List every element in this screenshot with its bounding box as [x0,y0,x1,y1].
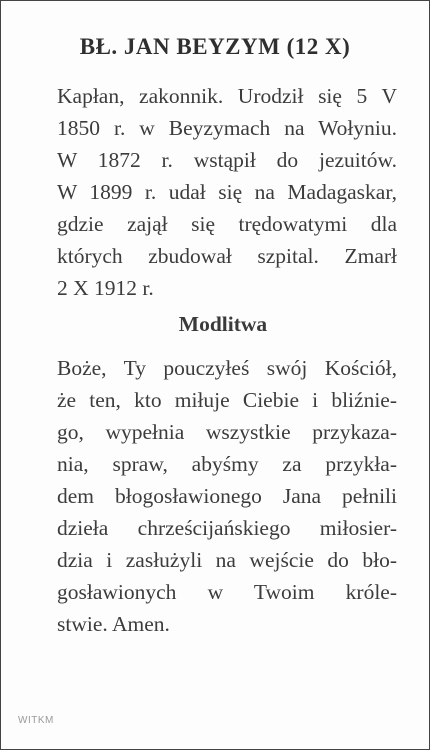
prayer-line: Boże, Ty pouczyłeś swój Kościół, [57,356,397,380]
prayer-line: dem błogosławionego Jana pełnili [57,484,397,508]
bio-line: W 1899 r. udał się na Madagaskar, [57,180,397,204]
prayer-paragraph [57,352,397,640]
bio-line: gdzie zajął się trędowatymi dla [57,212,397,236]
biography-paragraph [57,80,397,304]
bio-line: Kapłan, zakonnik. Urodził się 5 V [57,84,397,108]
prayer-line: że ten, kto miłuje Ciebie i bliźnie- [57,388,397,412]
bio-line: 1850 r. w Beyzymach na Wołyniu. [57,116,397,140]
bio-line: 2 X 1912 r. [57,276,154,300]
bio-line: W 1872 r. wstąpił do jezuitów. [57,148,397,172]
prayer-line: dzia i zasłużyli na wejście do bło- [57,548,397,572]
publisher-watermark: WITKM [18,715,54,726]
card-heading: BŁ. JAN BEYZYM (12 X) [79,34,351,59]
prayer-line: nia, spraw, abyśmy za przykła- [57,452,397,476]
bio-line: których zbudował szpital. Zmarł [57,244,397,268]
prayer-line: go, wypełnia wszystkie przykaza- [57,420,397,444]
prayer-line: gosławionych w Twoim króle- [57,580,397,604]
prayer-line: stwie. Amen. [57,612,170,636]
prayer-title: Modlitwa [178,312,268,336]
prayer-line: dzieła chrześcijańskiego miłosier- [57,516,397,540]
